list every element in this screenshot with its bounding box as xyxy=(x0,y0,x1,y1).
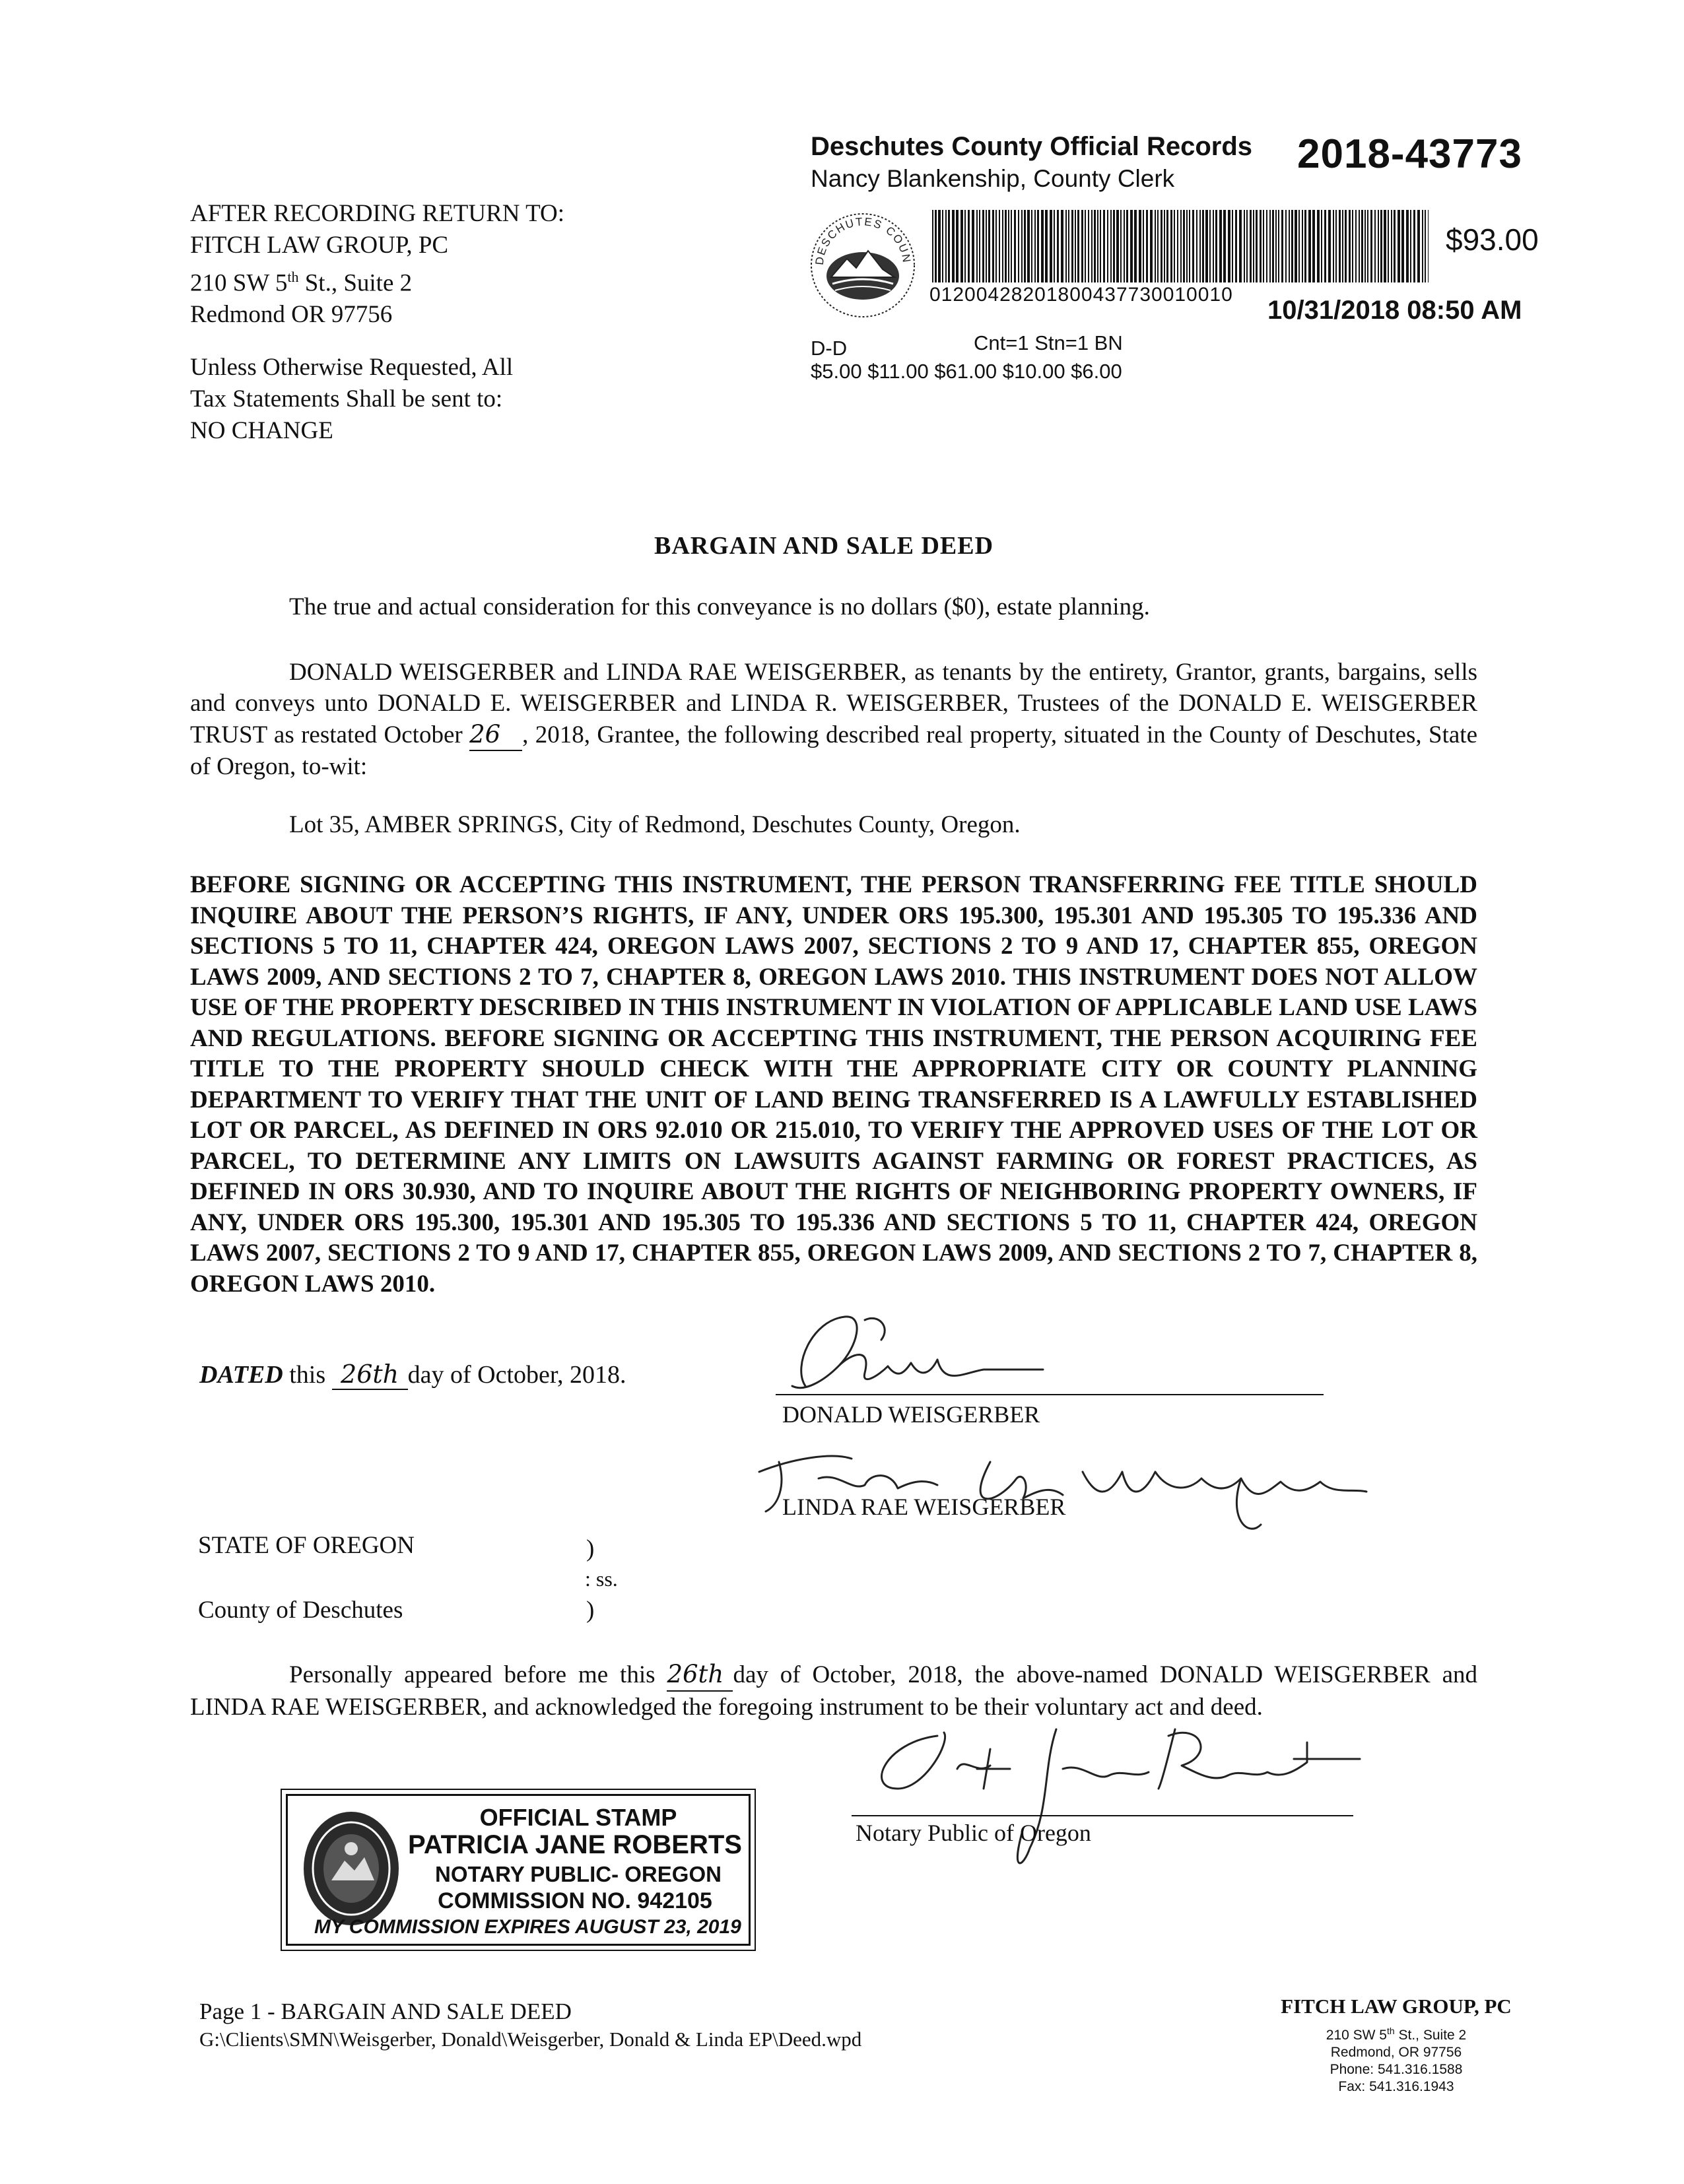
barcode-bar xyxy=(1075,210,1076,282)
signer-2-name: LINDA RAE WEISGERBER xyxy=(782,1494,1066,1520)
barcode-bar xyxy=(1291,210,1293,282)
barcode-bar xyxy=(1370,210,1372,282)
barcode-bar xyxy=(938,210,941,282)
barcode-bar xyxy=(1008,210,1009,282)
barcode-bar xyxy=(1289,210,1290,282)
barcode-bar xyxy=(1328,210,1331,282)
barcode-bar xyxy=(1177,210,1178,282)
barcode-bar xyxy=(1077,210,1079,282)
acknowledgment-day-blank xyxy=(667,1659,733,1692)
venue-paren-close: ) xyxy=(586,1597,595,1624)
barcode-bar xyxy=(1398,210,1400,282)
return-heading: AFTER RECORDING RETURN TO: xyxy=(190,200,565,227)
barcode-bar xyxy=(1425,210,1426,282)
return-street xyxy=(190,261,564,299)
street-suite: St., Suite 2 xyxy=(298,269,413,297)
return-address-block xyxy=(190,198,564,331)
barcode-bar xyxy=(1250,210,1252,282)
barcode-bar xyxy=(942,210,943,282)
barcode-bar xyxy=(1057,210,1059,282)
barcode-bar xyxy=(1304,210,1306,282)
stamp-commission-number: COMMISSION NO. 942105 xyxy=(438,1888,712,1913)
barcode-bar xyxy=(1174,210,1175,282)
barcode-bar xyxy=(964,210,966,282)
footer-firm-city: Redmond, OR 97756 xyxy=(1330,2045,1462,2060)
barcode-bar xyxy=(968,210,970,282)
stamp-line-1: OFFICIAL STAMP xyxy=(479,1804,677,1831)
barcode-bar xyxy=(1146,210,1148,282)
recording-counts: Cnt=1 Stn=1 BN xyxy=(974,331,1123,354)
barcode-bar xyxy=(1027,210,1030,282)
barcode-bar xyxy=(1107,210,1108,282)
barcode-bar xyxy=(1100,210,1101,282)
footer-firm-phone: Phone: 541.316.1588 xyxy=(1330,2062,1463,2077)
barcode-bar xyxy=(1321,210,1322,282)
barcode-bar xyxy=(1097,210,1098,282)
barcode-bar xyxy=(1378,210,1379,282)
barcode-bar xyxy=(1239,210,1242,282)
barcode-bar xyxy=(992,210,994,282)
barcode-bar xyxy=(1219,210,1222,282)
barcode-bar xyxy=(1054,210,1055,282)
barcode-bar xyxy=(1406,210,1409,282)
consideration-statement: The true and actual consideration for this conveyance is no dollars ($0), estate planning. xyxy=(289,593,1150,620)
barcode-bar xyxy=(1367,210,1368,282)
barcode-bar xyxy=(1391,210,1392,282)
recording-timestamp: 10/31/2018 08:50 AM xyxy=(1267,296,1522,325)
barcode-bar xyxy=(1298,210,1300,282)
barcode-bar xyxy=(1061,210,1063,282)
barcode-bar xyxy=(1094,210,1096,282)
footer-street-number: 210 SW 5 xyxy=(1326,2028,1387,2043)
barcode-bar xyxy=(1275,210,1277,282)
barcode-bar xyxy=(976,210,978,282)
barcode-bar xyxy=(1308,210,1311,282)
barcode-bar xyxy=(1349,210,1351,282)
stamp-line-3: NOTARY PUBLIC- OREGON xyxy=(435,1862,722,1886)
signature-linda-icon xyxy=(739,1432,1426,1544)
county-seal-icon xyxy=(809,211,918,320)
barcode-bar xyxy=(948,210,950,282)
barcode-bar xyxy=(1339,210,1341,282)
barcode-bar xyxy=(1011,210,1012,282)
barcode-bar xyxy=(1155,210,1156,282)
barcode-bar xyxy=(1413,210,1415,282)
recording-fees-breakdown: $5.00 $11.00 $61.00 $10.00 $6.00 xyxy=(811,360,1122,383)
barcode-bar xyxy=(1324,210,1326,282)
granting-clause xyxy=(190,657,1477,782)
venue-county: County of Deschutes xyxy=(198,1597,403,1624)
barcode-bar xyxy=(1422,210,1423,282)
return-firm: FITCH LAW GROUP, PC xyxy=(190,232,449,259)
footer-street-ordinal: th xyxy=(1386,2026,1395,2036)
barcode-bar xyxy=(1021,210,1023,282)
barcode-bar xyxy=(1228,210,1230,282)
barcode-bar xyxy=(1199,210,1201,282)
return-city: Redmond OR 97756 xyxy=(190,301,393,329)
barcode-bar xyxy=(1037,210,1039,282)
barcode-bar xyxy=(1034,210,1036,282)
barcode-bar xyxy=(952,210,955,282)
barcode-bar xyxy=(1215,210,1217,282)
acknowledgment-day-handwritten: 26th xyxy=(667,1660,724,1688)
signature-line-1 xyxy=(776,1394,1324,1395)
tax-line-3: NO CHANGE xyxy=(190,417,333,444)
street-ordinal: th xyxy=(287,269,299,285)
dated-day-blank xyxy=(332,1360,408,1390)
barcode-bar xyxy=(1113,210,1115,282)
barcode-bar xyxy=(1088,210,1089,282)
barcode-number: 01200428201800437730010010 xyxy=(929,284,1233,306)
dated-label: DATED xyxy=(199,1361,283,1389)
acknowledgment-text-2: day of October, 2018, the above-named DONALD WEISGERBER and LINDA RAE WEISGERBER, and acknowledged the foregoing instrument to be their voluntary act and deed. xyxy=(190,1661,1477,1721)
barcode-bar xyxy=(935,210,937,282)
barcode-bar xyxy=(1143,210,1144,282)
barcode-bar xyxy=(982,210,984,282)
barcode-bar xyxy=(1071,210,1073,282)
street-number: 210 SW 5 xyxy=(190,269,288,297)
barcode-bar xyxy=(1345,210,1347,282)
barcode-bar xyxy=(1081,210,1083,282)
barcode-bar xyxy=(1045,210,1048,282)
oregon-state-seal-icon xyxy=(298,1808,404,1930)
recording-clerk: Nancy Blankenship, County Clerk xyxy=(811,165,1175,192)
tax-line-2: Tax Statements Shall be sent to: xyxy=(190,385,503,413)
barcode-bar xyxy=(1126,210,1128,282)
barcode-bar xyxy=(1018,210,1019,282)
barcode-bar xyxy=(1232,210,1233,282)
footer-file-path: G:\Clients\SMN\Weisgerber, Donald\Weisgerber, Donald & Linda EP\Deed.wpd xyxy=(199,2028,862,2051)
barcode-bar xyxy=(1342,210,1343,282)
barcode-bar xyxy=(1256,210,1258,282)
barcode-bar xyxy=(1041,210,1044,282)
barcode-bar xyxy=(1295,210,1297,282)
barcode-bar xyxy=(1002,210,1003,282)
barcode-bar xyxy=(945,210,947,282)
footer-street-suite: St., Suite 2 xyxy=(1394,2028,1467,2043)
dated-this: this xyxy=(283,1361,332,1389)
seal-arc-text: DESCHUTES COUN xyxy=(813,215,914,266)
grant-date-blank xyxy=(469,719,522,751)
dated-day-handwritten: 26th xyxy=(341,1360,399,1389)
barcode-bar xyxy=(1050,210,1052,282)
venue-ss: : ss. xyxy=(585,1567,618,1591)
barcode-bar xyxy=(1361,210,1363,282)
barcode-bar xyxy=(1139,210,1141,282)
barcode-bar xyxy=(1065,210,1067,282)
tax-statements-block xyxy=(190,352,513,447)
tax-line-1: Unless Otherwise Requested, All xyxy=(190,354,514,381)
barcode-bar xyxy=(1272,210,1274,282)
signature-donald-icon xyxy=(766,1307,1109,1406)
barcode-bar xyxy=(1401,210,1404,282)
barcode-bar xyxy=(1223,210,1226,282)
footer-firm-fax: Fax: 541.316.1943 xyxy=(1338,2079,1454,2094)
venue-state: STATE OF OREGON xyxy=(198,1532,415,1559)
recording-code: D-D xyxy=(811,337,848,360)
barcode-bar xyxy=(1205,210,1208,282)
barcode-bar xyxy=(1085,210,1086,282)
barcode-bar xyxy=(1110,210,1112,282)
barcode xyxy=(929,210,1431,282)
notary-official-stamp xyxy=(286,1794,751,1946)
barcode-bar xyxy=(1359,210,1360,282)
barcode-bar xyxy=(956,210,959,282)
recording-title: Deschutes County Official Records xyxy=(811,132,1253,161)
barcode-bar xyxy=(1388,210,1389,282)
ors-warning-statement: BEFORE SIGNING OR ACCEPTING THIS INSTRUMENT, THE PERSON TRANSFERRING FEE TITLE SHOULD INQUIRE ABOUT THE PERSON’S RIGHTS, IF ANY, UNDER ORS 195.300, 195.301 AND 195.305 TO 195.336 AND SECTIONS 5 TO 11, CHAPTER 424, OREGON LAWS 2007, SECTIONS 2 TO 9 AND 17, CHAPTER 855, OREGON LAWS 2009, AND SECTIONS 2 TO 7, CHAPTER 8, OREGON LAWS 2010. THIS INSTRUMENT DOES NOT ALLOW USE OF THE PROPERTY DESCRIBED IN THIS INSTRUMENT IN VIOLATION OF APPLICABLE LAND USE LAWS AND REGULATIONS. BEFORE SIGNING OR ACCEPTING THIS INSTRUMENT, THE PERSON ACQUIRING FEE TITLE TO THE PROPERTY SHOULD CHECK WITH THE APPROPRIATE CITY OR COUNTY PLANNING DEPARTMENT TO VERIFY THAT THE UNIT OF LAND BEING TRANSFERRED IS A LAWFULLY ESTABLISHED LOT OR PARCEL, AS DEFINED IN ORS 92.010 OR 215.010, TO VERIFY THE APPROVED USES OF THE LOT OR PARCEL, TO DETERMINE ANY LIMITS ON LAWSUITS AGAINST FARMING OR FOREST PRACTICES, AS DEFINED IN ORS 30.930, AND TO INQUIRE ABOUT THE RIGHTS OF NEIGHBORING PROPERTY OWNERS, IF ANY, UNDER ORS 195.300, 195.301 AND 195.305 TO 195.336 AND SECTIONS 5 TO 11, CHAPTER 424, OREGON LAWS 2007, SECTIONS 2 TO 9 AND 17, CHAPTER 855, OREGON LAWS 2009, AND SECTIONS 2 TO 7, CHAPTER 8, OREGON LAWS 2010. xyxy=(190,871,1477,1298)
barcode-bar xyxy=(1374,210,1376,282)
barcode-bar xyxy=(1281,210,1283,282)
barcode-bar xyxy=(960,210,963,282)
barcode-bar xyxy=(1260,210,1262,282)
footer-page-label: Page 1 - BARGAIN AND SALE DEED xyxy=(199,1999,572,2024)
barcode-bar xyxy=(1186,210,1188,282)
barcode-bar xyxy=(1312,210,1315,282)
barcode-bar xyxy=(1384,210,1386,282)
barcode-bar xyxy=(1192,210,1194,282)
barcode-bar xyxy=(1355,210,1357,282)
barcode-bar xyxy=(1302,210,1303,282)
barcode-bar xyxy=(1428,210,1429,282)
barcode-bar xyxy=(1116,210,1119,282)
barcode-bar xyxy=(988,210,990,282)
barcode-bar xyxy=(1278,210,1279,282)
barcode-bar xyxy=(972,210,974,282)
barcode-bar xyxy=(1189,210,1190,282)
barcode-bar xyxy=(1364,210,1366,282)
barcode-bar xyxy=(1157,210,1159,282)
barcode-bar xyxy=(1417,210,1420,282)
barcode-bar xyxy=(1246,210,1248,282)
barcode-bar xyxy=(1091,210,1093,282)
barcode-bar xyxy=(1202,210,1204,282)
barcode-bar xyxy=(1410,210,1411,282)
barcode-bar xyxy=(1317,210,1320,282)
stamp-expiration: MY COMMISSION EXPIRES AUGUST 23, 2019 xyxy=(314,1916,741,1938)
legal-description: Lot 35, AMBER SPRINGS, City of Redmond, Deschutes County, Oregon. xyxy=(289,811,1021,838)
footer-firm-street xyxy=(1248,2022,1545,2044)
footer-firm-block xyxy=(1248,1995,1545,2096)
barcode-bar xyxy=(1335,210,1337,282)
signer-1-name: DONALD WEISGERBER xyxy=(782,1401,1040,1428)
dated-line xyxy=(199,1360,626,1390)
recording-fee: $93.00 xyxy=(1446,222,1539,257)
notary-signature-line xyxy=(852,1815,1353,1816)
barcode-bar xyxy=(1031,210,1032,282)
acknowledgment-paragraph xyxy=(190,1659,1477,1723)
barcode-bar xyxy=(1005,210,1007,282)
recording-number: 2018-43773 xyxy=(1297,131,1522,177)
barcode-bar xyxy=(1183,210,1185,282)
notary-label: Notary Public of Oregon xyxy=(856,1820,1091,1846)
acknowledgment-text-1: Personally appeared before me this xyxy=(289,1661,667,1688)
barcode-bar xyxy=(1180,210,1182,282)
barcode-bar xyxy=(1269,210,1271,282)
barcode-bar xyxy=(1380,210,1382,282)
barcode-bar xyxy=(986,210,987,282)
grant-date-handwritten: 26 xyxy=(469,720,501,748)
barcode-bar xyxy=(1352,210,1353,282)
dated-rest: day of October, 2018. xyxy=(407,1361,626,1389)
barcode-bar xyxy=(1394,210,1396,282)
signature-notary-icon xyxy=(858,1716,1386,1888)
barcode-bar xyxy=(932,210,933,282)
barcode-bar xyxy=(1068,210,1069,282)
footer-firm-name: FITCH LAW GROUP, PC xyxy=(1281,1995,1512,2018)
barcode-bar xyxy=(1161,210,1162,282)
barcode-bar xyxy=(1164,210,1165,282)
barcode-bar xyxy=(1333,210,1334,282)
barcode-bar xyxy=(1235,210,1237,282)
barcode-bar xyxy=(1166,210,1168,282)
barcode-bar xyxy=(1170,210,1172,282)
barcode-bar xyxy=(1130,210,1133,282)
barcode-bar xyxy=(999,210,1000,282)
barcode-bar xyxy=(1134,210,1137,282)
grant-text-1: DONALD WEISGERBER and LINDA RAE WEISGERBER, as tenants by the entirety, Grantor, grants, bargains, sells and conveys unto DONALD E. WEISGERBER and LINDA R. WEISGERBER, Trustees of the DONALD E. WEISGERBER TRUST as restated October xyxy=(190,659,1477,748)
barcode-bar xyxy=(1103,210,1105,282)
barcode-bar xyxy=(1244,210,1245,282)
barcode-bar xyxy=(1263,210,1264,282)
document-title: BARGAIN AND SALE DEED xyxy=(654,532,994,560)
barcode-bar xyxy=(1266,210,1267,282)
stamp-notary-name: PATRICIA JANE ROBERTS xyxy=(408,1830,742,1859)
barcode-bar xyxy=(1196,210,1197,282)
barcode-bar xyxy=(1285,210,1287,282)
barcode-bar xyxy=(979,210,980,282)
barcode-bar xyxy=(1024,210,1026,282)
barcode-bar xyxy=(1253,210,1254,282)
barcode-bar xyxy=(1213,210,1214,282)
barcode-bar xyxy=(1124,210,1125,282)
barcode-bar xyxy=(1014,210,1016,282)
venue-paren-open: ) xyxy=(586,1535,595,1562)
grant-text-2: , 2018, Grantee, the following described real property, situated in the County of Deschutes, State of Oregon, to-wit: xyxy=(190,721,1478,780)
barcode-bar xyxy=(1150,210,1153,282)
barcode-bar xyxy=(1209,210,1211,282)
barcode-bar xyxy=(1120,210,1122,282)
barcode-bar xyxy=(995,210,997,282)
